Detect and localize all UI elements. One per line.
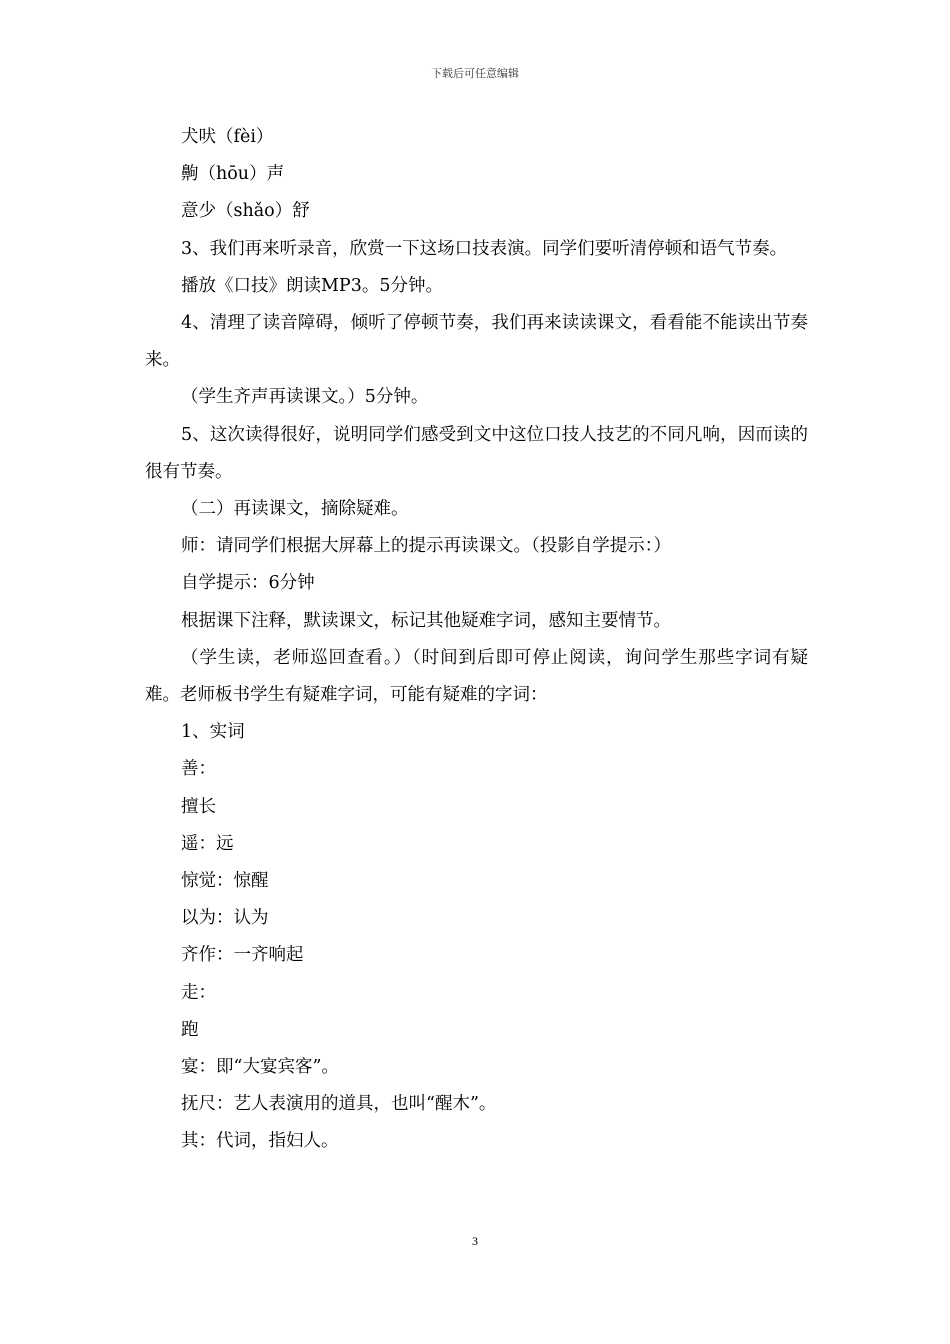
- paragraph: 1、实词: [181, 722, 245, 743]
- paragraph: 遥：远: [181, 833, 234, 854]
- page-number: 3: [472, 1234, 478, 1248]
- paragraph: 跑: [181, 1019, 199, 1040]
- paragraph: 5、这次读得很好，说明同学们感受到文中这位口技人技艺的不同凡响，因而读的很有节奏。: [145, 424, 808, 482]
- paragraph: 意少（shǎo）舒: [181, 201, 310, 222]
- paragraph: 师：请同学们根据大屏幕上的提示再读课文。（投影自学提示：）: [181, 536, 671, 557]
- paragraph: 抚尺：艺人表演用的道具，也叫“醒木”。: [181, 1094, 497, 1115]
- paragraph: 惊觉：惊醒: [181, 871, 269, 892]
- paragraph: 其：代词，指妇人。: [181, 1131, 339, 1152]
- paragraph: 自学提示：6分钟: [181, 573, 315, 594]
- paragraph: （二）再读课文，摘除疑难。: [181, 499, 409, 520]
- paragraph: 宴：即“大宴宾客”。: [181, 1057, 339, 1078]
- paragraph: （学生读，老师巡回查看。）（时间到后即可停止阅读，询问学生那些字词有疑难。老师板书学生有疑难字词，可能有疑难的字词：: [145, 647, 808, 706]
- paragraph: 齐作：一齐响起: [181, 945, 304, 966]
- paragraph: （学生齐声再读课文。）5分钟。: [181, 387, 429, 408]
- paragraph: 齁（hōu）声: [181, 164, 285, 185]
- paragraph: 犬吠（fèi）: [181, 127, 274, 147]
- page-header: 下载后可任意编辑: [431, 67, 519, 80]
- document-body: [145, 119, 808, 1161]
- paragraph: 4、清理了读音障碍，倾听了停顿节奏，我们再来读读课文，看看能不能读出节奏来。: [145, 313, 808, 371]
- paragraph: 以为：认为: [181, 908, 269, 929]
- paragraph: 擅长: [181, 796, 216, 817]
- paragraph: 走：: [181, 982, 216, 1003]
- paragraph: 播放《口技》朗读MP3。5分钟。: [181, 275, 443, 296]
- paragraph: 根据课下注释，默读课文，标记其他疑难字词，感知主要情节。: [181, 610, 671, 631]
- paragraph: 3、我们再来听录音，欣赏一下这场口技表演。同学们要听清停顿和语气节奏。: [181, 238, 788, 259]
- paragraph: 善：: [181, 759, 216, 780]
